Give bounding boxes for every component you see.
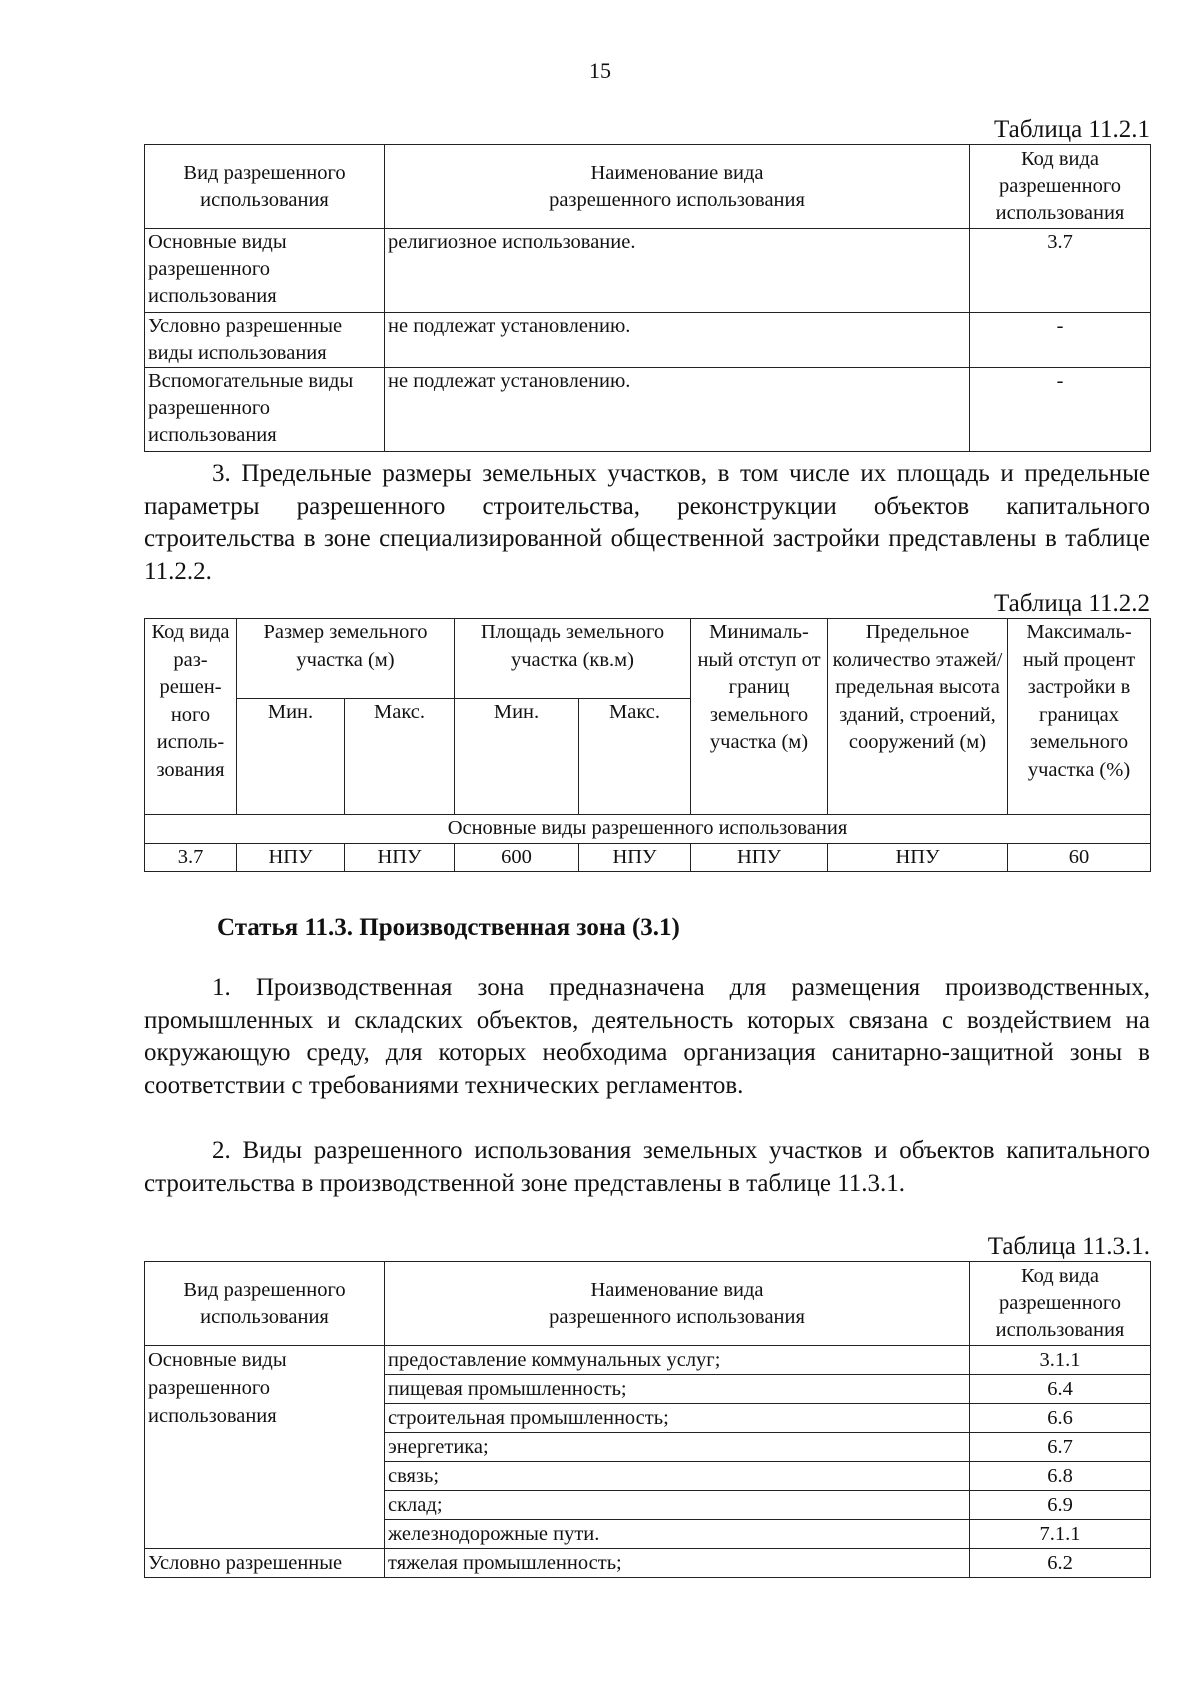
row-code: 6.2	[970, 1549, 1151, 1578]
cell-area-max: НПУ	[579, 843, 691, 872]
header-type: Вид разрешенного использования	[145, 145, 385, 229]
header-min-setback: Минималь-ный отступ от границ земельного участка (м)	[691, 619, 828, 815]
row-name: не подлежат установлению.	[385, 313, 970, 368]
table-caption: Таблица 11.2.1	[994, 116, 1150, 143]
cell-area-min: 600	[455, 843, 579, 872]
group-main-label: Основные виды разрешенного использования	[145, 1346, 385, 1549]
table-row	[145, 313, 1151, 368]
cell-max-coverage: 60	[1008, 843, 1151, 872]
cell-min-setback: НПУ	[691, 843, 828, 872]
cell-max-floors: НПУ	[828, 843, 1008, 872]
table-row	[145, 1346, 1151, 1375]
table-caption: Таблица 11.3.1.	[987, 1233, 1150, 1260]
row-name: железнодорожные пути.	[385, 1520, 970, 1549]
header-size-max: Макс.	[345, 699, 455, 815]
cell-size-max: НПУ	[345, 843, 455, 872]
table-header-row	[145, 619, 1151, 699]
row-code: -	[970, 313, 1151, 368]
row-code: 6.4	[970, 1375, 1151, 1404]
row-code: 3.1.1	[970, 1346, 1151, 1375]
row-code: 6.8	[970, 1462, 1151, 1491]
table-11-3-1-block	[144, 1233, 1150, 1578]
cell-code: 3.7	[145, 843, 237, 872]
header-code: Код вида раз-решен-ного исполь-зования	[145, 619, 237, 815]
table-header-row	[145, 1262, 1151, 1346]
header-plot-area: Площадь земельного участка (кв.м)	[455, 619, 691, 699]
row-code: 6.7	[970, 1433, 1151, 1462]
header-name: Наименование вида разрешенного использования	[385, 1262, 970, 1346]
table-row	[145, 843, 1151, 872]
paragraph-2: 2. Виды разрешенного использования земельных участков и объектов капитального строительства в производственной зоне представлены в таблице 11.3.1.	[144, 1137, 1150, 1197]
table-11-2-2-block	[144, 590, 1150, 872]
row-type: Основные виды разрешенного использования	[145, 229, 385, 313]
row-code: 7.1.1	[970, 1520, 1151, 1549]
group-conditional-label: Условно разрешенные	[145, 1549, 385, 1578]
header-area-max: Макс.	[579, 699, 691, 815]
header-area-min: Мин.	[455, 699, 579, 815]
table-row	[145, 368, 1151, 452]
row-name: не подлежат установлению.	[385, 368, 970, 452]
table-11-2-2	[144, 618, 1151, 872]
header-type: Вид разрешенного использования	[145, 1262, 385, 1346]
header-max-floors: Предельное количество этажей/ предельная высота зданий, строений, сооружений (м)	[828, 619, 1008, 815]
row-code: 3.7	[970, 229, 1151, 313]
table-11-2-1-block	[144, 116, 1150, 452]
row-name: тяжелая промышленность;	[385, 1549, 970, 1578]
header-code: Код вида разрешенного использования	[970, 145, 1151, 229]
page-number: 15	[589, 58, 611, 83]
row-name: склад;	[385, 1491, 970, 1520]
row-type: Вспомогательные виды разрешенного использования	[145, 368, 385, 452]
row-name: религиозное использование.	[385, 229, 970, 313]
cell-size-min: НПУ	[237, 843, 345, 872]
row-name: пищевая промышленность;	[385, 1375, 970, 1404]
row-code: -	[970, 368, 1151, 452]
row-type: Условно разрешенные виды использования	[145, 313, 385, 368]
table-row	[145, 1549, 1151, 1578]
table-row	[145, 229, 1151, 313]
table-caption: Таблица 11.2.2	[994, 590, 1150, 617]
table-11-3-1	[144, 1261, 1151, 1578]
row-name: связь;	[385, 1462, 970, 1491]
header-name: Наименование вида разрешенного использования	[385, 145, 970, 229]
table-11-2-1	[144, 144, 1151, 452]
section-label: Основные виды разрешенного использования	[145, 815, 1151, 844]
header-plot-size: Размер земельного участка (м)	[237, 619, 455, 699]
paragraph-1: 1. Производственная зона предназначена для размещения производственных, промышленных и складских объектов, деятельность которых связана с воздействием на окружающую среду, для которых необходима организация санитарно-защитной зоны в соответствии с требованиями технических регламентов.	[144, 974, 1150, 1099]
row-name: строительная промышленность;	[385, 1404, 970, 1433]
paragraph-3: 3. Предельные размеры земельных участков, в том числе их площадь и предельные параметры разрешенного строительства, реконструкции объектов капитального строительства в зоне специализированной общественной застройки представлены в таблице 11.2.2.	[144, 460, 1150, 585]
article-heading: Статья 11.3. Производственная зона (3.1)	[217, 914, 680, 941]
header-code: Код вида разрешенного использования	[970, 1262, 1151, 1346]
row-name: энергетика;	[385, 1433, 970, 1462]
header-size-min: Мин.	[237, 699, 345, 815]
row-name: предоставление коммунальных услуг;	[385, 1346, 970, 1375]
table-header-row	[145, 145, 1151, 229]
row-code: 6.9	[970, 1491, 1151, 1520]
header-max-coverage: Максималь-ный процент застройки в границах земельного участка (%)	[1008, 619, 1151, 815]
table-section-row	[145, 815, 1151, 844]
row-code: 6.6	[970, 1404, 1151, 1433]
